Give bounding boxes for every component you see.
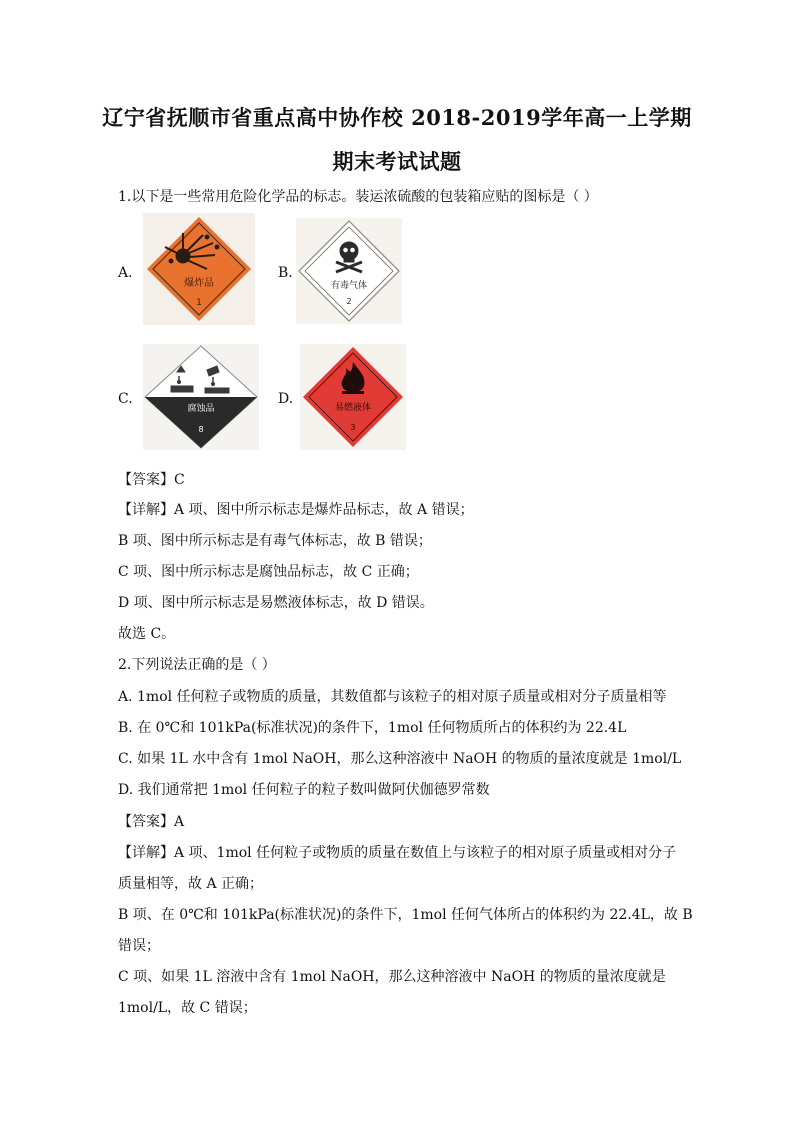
sign-a-text: 爆炸品 [184,278,214,289]
question-1-detail-line: 【详解】A 项、图中所示标志是爆炸品标志，故 A 错误； [118,502,474,518]
question-2-option: A. 1mol 任何粒子或物质的质量，其数值都与该粒子的相对原子质量或相对分子质量相等 [118,689,667,705]
question-1-detail-line: D 项、图中所示标志是易燃液体标志，故 D 错误。 [118,595,434,611]
sign-a-number: 1 [196,298,202,308]
sign-c-text: 腐蚀品 [187,404,215,414]
question-2-option: D. 我们通常把 1mol 任何粒子的粒子数叫做阿伏伽德罗常数 [118,782,490,798]
explosive-sign [143,213,255,325]
option-a-label: A. [118,265,133,281]
question-2-detail-line: 1mol/L，故 C 错误； [118,1000,257,1016]
question-2-detail-line: B 项、在 0℃和 101kPa(标准状况)的条件下，1mol 任何气体所占的体积约为 22.4L，故 B [118,907,693,923]
question-2-option: B. 在 0℃和 101kPa(标准状况)的条件下，1mol 任何物质所占的体积约为 22.4L [118,720,627,736]
sign-b-number: 2 [346,297,352,306]
option-c-label: C. [118,391,133,407]
page-subtitle: 期末考试试题 [332,149,462,174]
question-1-detail-line: 故选 C。 [118,626,176,642]
question-2-detail-line: 质量相等，故 A 正确； [118,876,264,892]
page-title: 辽宁省抚顺市省重点高中协作校 2018-2019学年高一上学期 [102,105,692,130]
question-2-detail-line: 错误； [118,938,160,954]
toxic-gas-sign [296,218,402,324]
question-2-stem: 2.下列说法正确的是（ ） [118,657,276,673]
sign-b-text: 有毒气体 [330,281,368,291]
flammable-liquid-sign [300,344,406,450]
option-d-label: D. [278,391,294,407]
question-1-stem: 1.以下是一些常用危险化学品的标志。装运浓硫酸的包装箱应贴的图标是（ ） [118,189,598,205]
sign-d-number: 3 [350,423,356,432]
question-2-detail-line: 【详解】A 项、1mol 任何粒子或物质的质量在数值上与该粒子的相对原子质量或相对分子 [118,845,677,861]
sign-d-text: 易燃液体 [334,403,372,413]
question-1-detail-line: B 项、图中所示标志是有毒气体标志，故 B 错误； [118,533,432,549]
question-1-detail-line: C 项、图中所示标志是腐蚀品标志，故 C 正确； [118,564,419,580]
sign-c-number: 8 [198,425,204,434]
question-1-answer: 【答案】C [118,472,185,488]
corrosive-sign [143,344,259,450]
question-2-detail-line: C 项、如果 1L 溶液中含有 1mol NaOH，那么这种溶液中 NaOH 的物质的量浓度就是 [118,969,666,985]
question-2-answer: 【答案】A [118,814,185,830]
option-b-label: B. [278,265,293,281]
question-2-option: C. 如果 1L 水中含有 1mol NaOH，那么这种溶液中 NaOH 的物质的量浓度就是 1mol/L [118,751,682,767]
